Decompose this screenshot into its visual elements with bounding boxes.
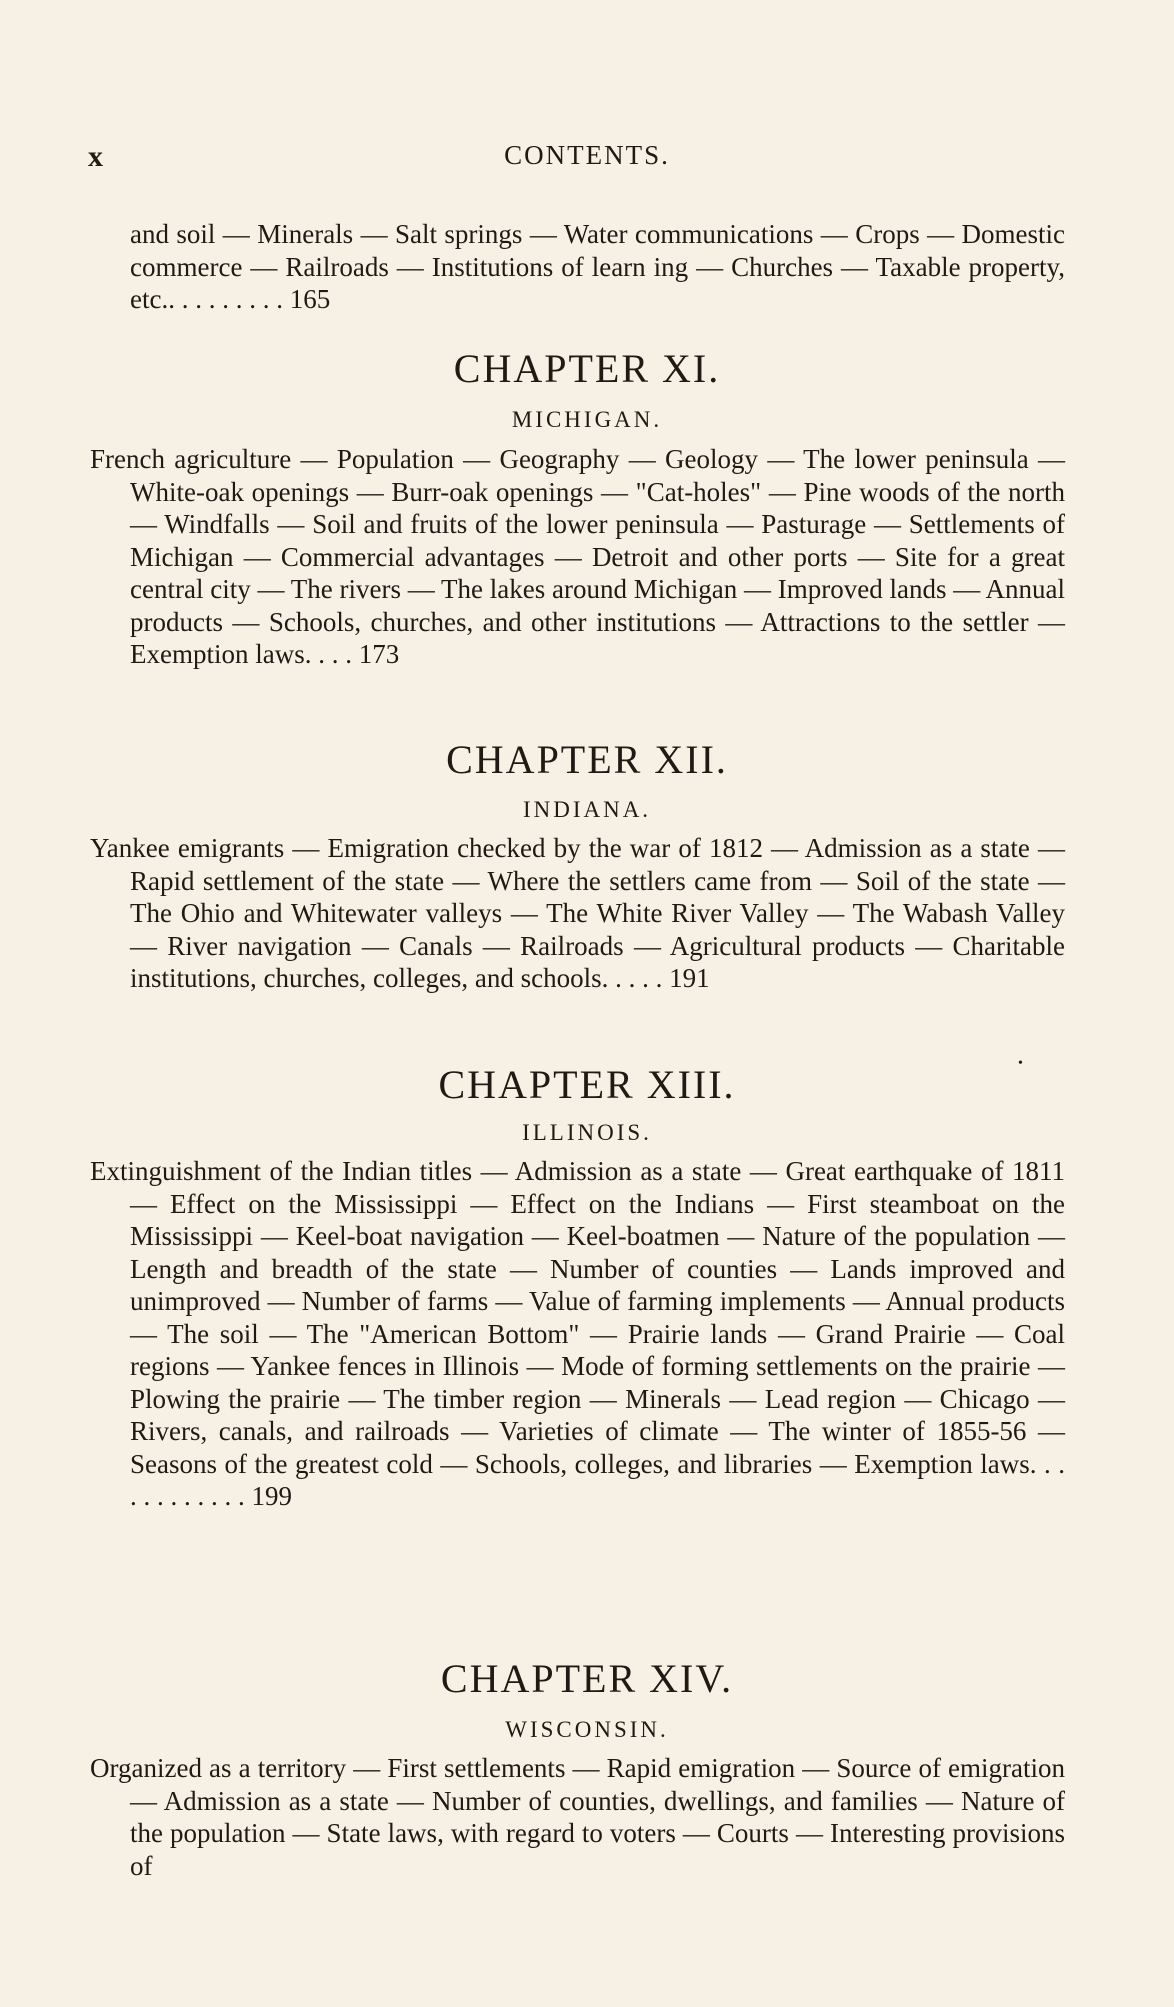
chapter-xi-state: MICHIGAN. [511,407,663,432]
chapter-xiv-summary: Organized as a territory — First settlements — Rapid emigration — Source of emigration — Admission as a state — Number of counties, dwellings, and families — Nature of the population — State laws, with regard to voters — Courts — Interesting provisions of [90,1753,1065,1881]
continuation-page-number: 165 [289,284,331,314]
chapter-xiii-title: CHAPTER XIII. [438,1062,736,1107]
continuation-entry [90,218,1065,316]
running-head [0,140,1174,180]
page-folio: x [88,140,103,173]
chapter-xii-summary: Yankee emigrants — Emigration checked by the war of 1812 — Admission as a state — Rapid settlement of the state — Where the settlers came from — Soil of the state — The Ohio and Whitewater valleys — The White River Valley — The Wabash Valley — River navigation — Canals — Railroads — Agricultural products — Charitable institutions, churches, colleges, and schools. . . . . [90,833,1065,993]
chapter-xii-state: INDIANA. [522,797,652,822]
chapter-xi-summary: French agriculture — Population — Geography — Geology — The lower peninsula — White-oak openings — Burr-oak openings — "Cat-holes" — Pine woods of the north — Windfalls — Soil and fruits of the lower peninsula — Pasturage — Settlements of Michigan — Commercial advantages — Detroit and other ports — Site for a great central city — The rivers — The lakes around Michigan — Improved lands — Annual products — Schools, churches, and other institutions — Attractions to the settler — Exemption laws. . . . [90,444,1065,669]
chapter-xi-entry [90,443,1065,671]
continuation-text: and soil — Minerals — Salt springs — Water communications — Crops — Domestic commerce — Railroads — Institutions of learn ing — Churches — Taxable property, etc.. . . . . . . . . [130,219,1065,314]
chapter-xiv-title: CHAPTER XIV. [440,1656,734,1701]
chapter-xiii-state: ILLINOIS. [522,1120,652,1145]
chapter-xi-page-number: 173 [358,639,400,669]
chapter-xiii-summary: Extinguishment of the Indian titles — Admission as a state — Great earthquake of 1811 — Effect on the Mississippi — Effect on the Indians — First steamboat on the Mississippi — Keel-boat navigation — Keel-boatmen — Nature of the population — Length and breadth of the state — Number of counties — Lands improved and unimproved — Number of farms — Value of farming implements — Annual products — The soil — The "American Bottom" — Prairie lands — Grand Prairie — Coal regions — Yankee fences in Illinois — Mode of forming settlements on the prairie — Plowing the prairie — The timber region — Minerals — Lead region — Chicago — Rivers, canals, and railroads — Varieties of climate — The winter of 1855-56 — Seasons of the greatest cold — Schools, colleges, and libraries — Exemption laws. . . . . . . . . . . . [90,1156,1065,1511]
chapter-xiv-entry [90,1752,1065,1882]
chapter-xii-entry [90,832,1065,995]
chapter-xii-page-number: 191 [669,963,710,993]
chapter-xiii-page-number: 199 [251,1481,292,1511]
chapter-xiv-state: WISCONSIN. [505,1717,669,1742]
chapter-xii-title: CHAPTER XII. [446,737,728,782]
chapter-xiii-entry [90,1155,1065,1513]
ink-speck: • [1018,1056,1023,1071]
running-head-title: CONTENTS. [504,140,670,170]
chapter-xi-title: CHAPTER XI. [453,346,721,391]
